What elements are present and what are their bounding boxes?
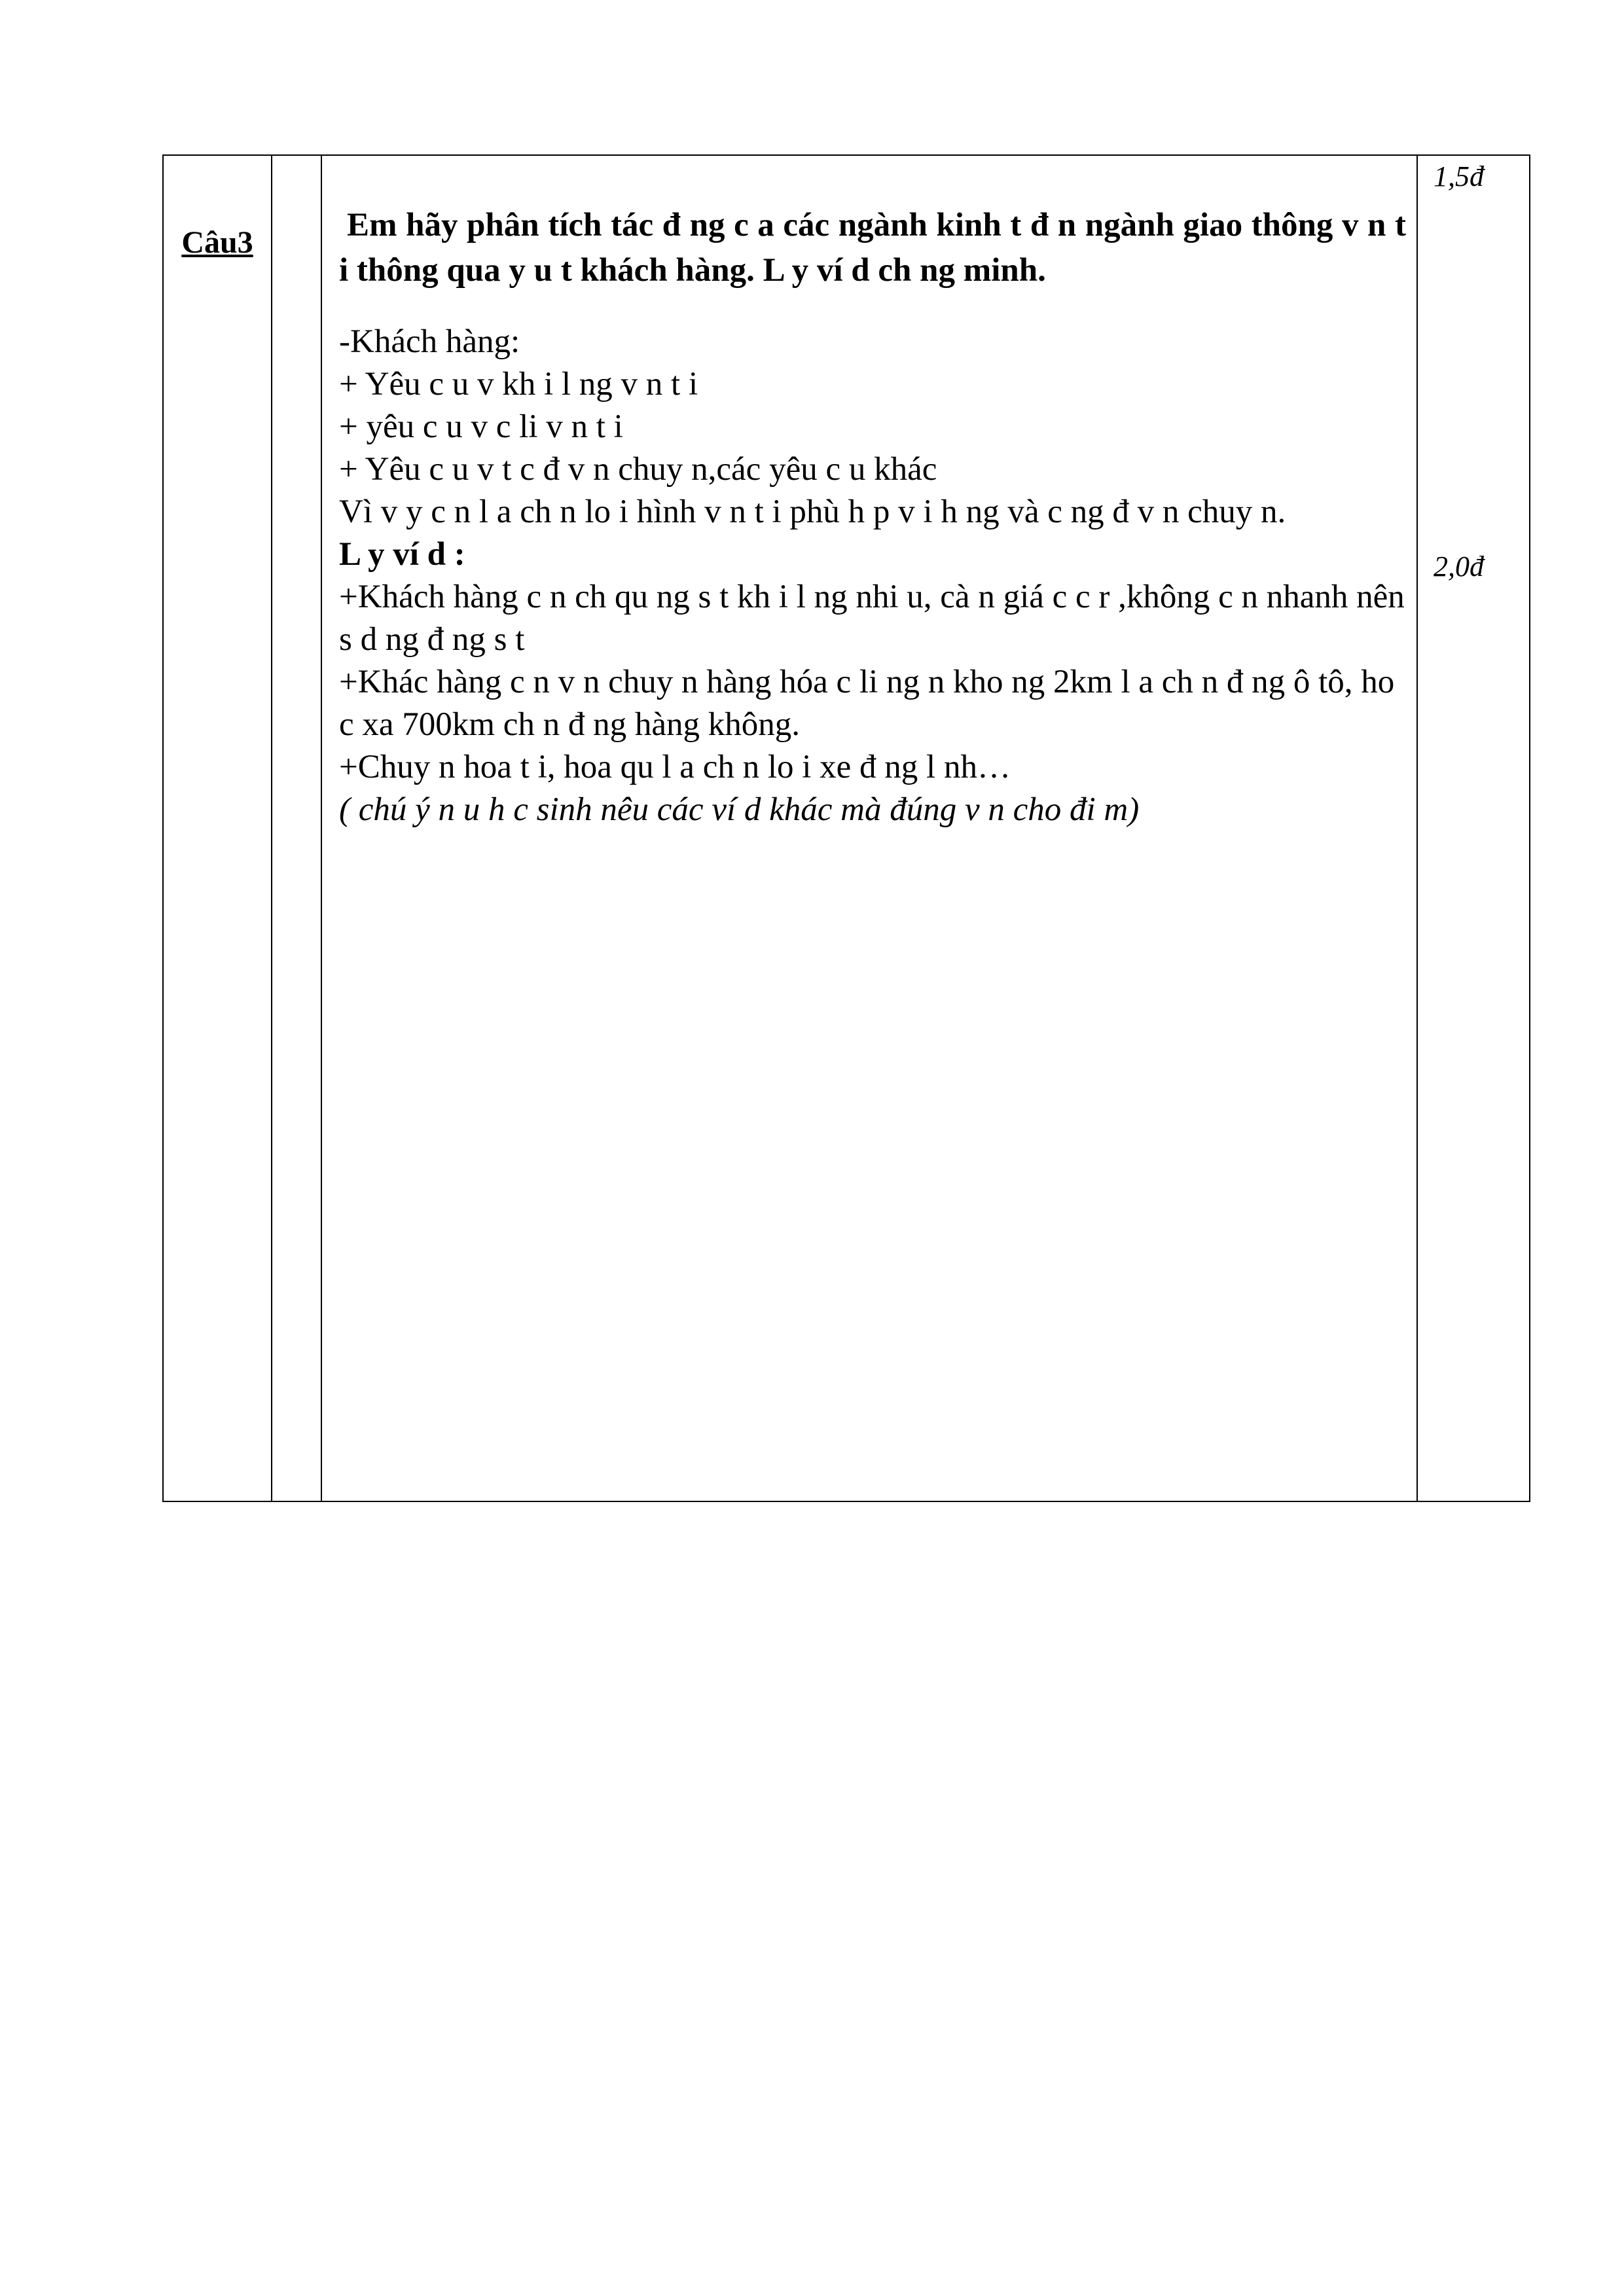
question-label: Câu3 xyxy=(181,225,253,260)
answer-block xyxy=(339,321,1413,831)
example-heading: L y ví d : xyxy=(339,536,465,573)
question-text: Em hãy phân tích tác đ ng c a các ngành kinh t đ n ngành giao thông v n t i thông qua y u t khách hàng. L y ví d ch ng minh. xyxy=(339,207,1406,289)
answer-line: +Khách hàng c n ch qu ng s t kh i l ng nhi u, cà n giá c c r ,không c n nhanh nên s d ng đ ng s t xyxy=(339,579,1413,658)
column-divider xyxy=(1416,156,1418,1501)
answer-line: -Khách hàng: xyxy=(339,323,520,360)
answer-line: Vì v y c n l a ch n lo i hình v n t i phù h p v i h ng và c ng đ v n chuy n. xyxy=(339,493,1286,530)
answer-line: + yêu c u v c li v n t i xyxy=(339,408,623,445)
question-content xyxy=(339,203,1413,831)
column-divider xyxy=(271,156,272,1501)
answer-line: +Khác hàng c n v n chuy n hàng hóa c li ng n kho ng 2km l a ch n đ ng ô tô, ho c xa 700km ch n đ ng hàng không. xyxy=(339,664,1403,743)
grading-note: ( chú ý n u h c sinh nêu các ví d khác mà đúng v n cho đi m) xyxy=(339,791,1140,828)
score-answer: 2,0đ xyxy=(1434,550,1484,583)
score-question: 1,5đ xyxy=(1434,160,1484,192)
answer-table xyxy=(162,154,1530,1502)
answer-line: + Yêu c u v t c đ v n chuy n,các yêu c u khác xyxy=(339,451,937,488)
answer-line: +Chuy n hoa t i, hoa qu l a ch n lo i xe đ ng l nh… xyxy=(339,749,1011,785)
answer-line: + Yêu c u v kh i l ng v n t i xyxy=(339,366,698,403)
column-divider xyxy=(321,156,322,1501)
